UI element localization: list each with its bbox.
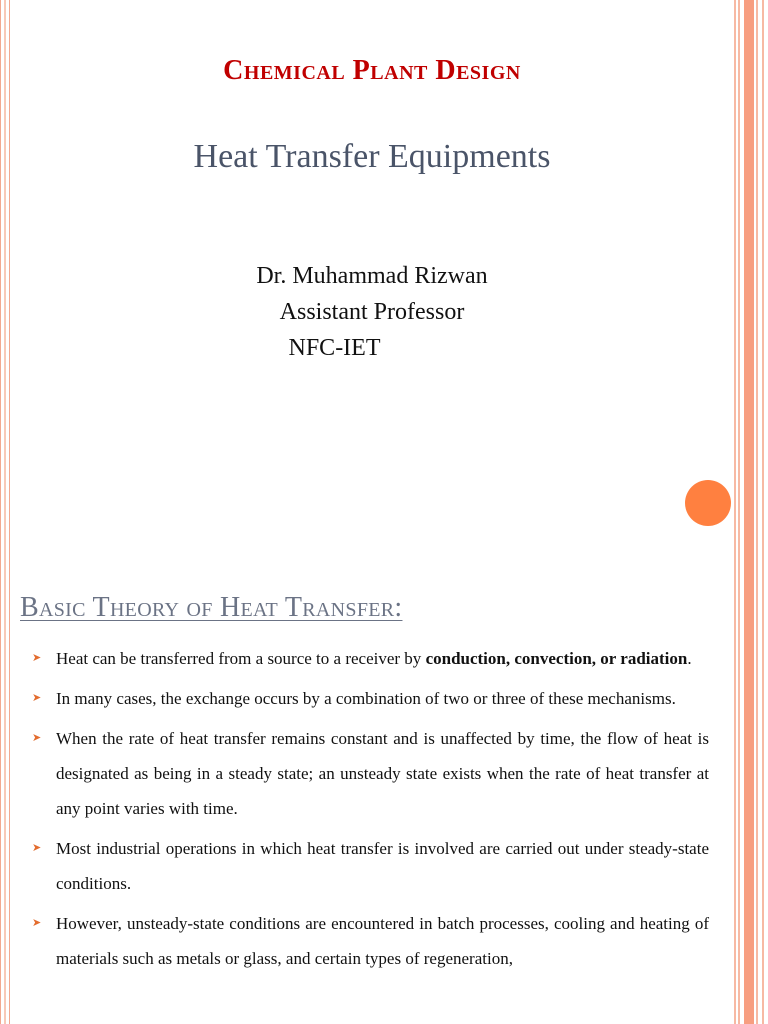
list-item: [32, 721, 709, 826]
bullet-text: However, unsteady-state conditions are encountered in batch processes, cooling and heating of materials such as metals or glass, and certain types of regeneration,: [56, 914, 709, 968]
list-item: [32, 681, 709, 716]
bullet-list: [32, 641, 709, 981]
arrow-right-icon: ➤: [32, 652, 42, 664]
bullet-text-end: .: [687, 649, 692, 668]
list-item: [32, 641, 709, 676]
bullet-text: Heat can be transferred from a source to a receiver by: [56, 649, 426, 668]
orange-circle-icon: [685, 480, 731, 526]
bullet-bold-text: conduction, convection, or radiation: [425, 649, 688, 668]
author-institution: NFC-IET: [288, 335, 381, 361]
arrow-right-icon: ➤: [32, 732, 42, 744]
bullet-text: In many cases, the exchange occurs by a combination of two or three of these mechanisms.: [56, 689, 676, 708]
arrow-right-icon: ➤: [32, 917, 42, 929]
bullet-text: Most industrial operations in which heat transfer is involved are carried out under steady-state conditions.: [56, 839, 709, 893]
author-name: Dr. Muhammad Rizwan: [256, 263, 488, 289]
slide-title: Chemical Plant Design: [223, 55, 521, 86]
slide-subtitle: Heat Transfer Equipments: [193, 138, 551, 175]
arrow-right-icon: ➤: [32, 692, 42, 704]
list-item: [32, 906, 709, 976]
bullet-text: When the rate of heat transfer remains constant and is unaffected by time, the flow of heat is designated as being in a steady state; an unsteady state exists when the rate of heat transfer at any point varies with time.: [56, 729, 709, 818]
list-item: [32, 831, 709, 901]
section-heading: Basic Theory of Heat Transfer:: [20, 592, 403, 623]
author-block: [0, 258, 744, 366]
arrow-right-icon: ➤: [32, 842, 42, 854]
author-role: Assistant Professor: [279, 299, 465, 325]
